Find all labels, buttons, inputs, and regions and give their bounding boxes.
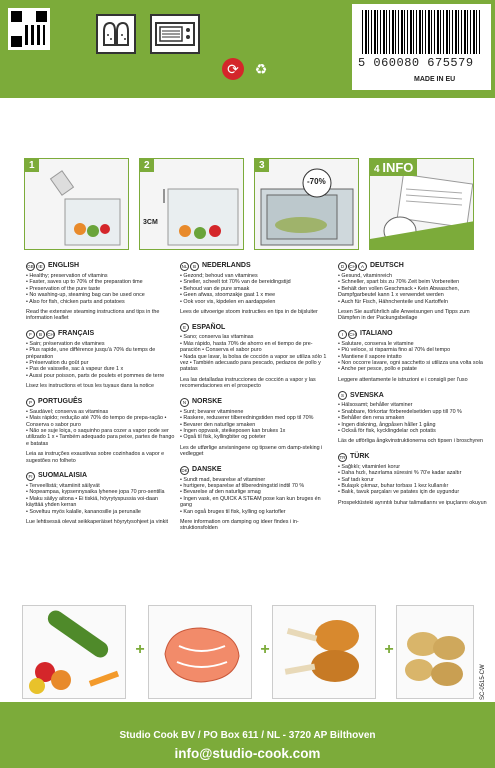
lang-block-turk: TR TÜRK • Sağlıklı; vitaminleri korur • Daha hızlı, hazırlama süresini % 70'e kadar azaltır • Saf tadı korur • Bulaşık çıkmaz, buhar torbası 1 kez kullanılır • Balık, tavuk parçaları ve patates için de uygundur Prospektüsteki ayrıntılı buhar talimatlarını ve ipuçlarını okuyun: [338, 453, 488, 506]
microwave-step-illustration: [255, 159, 359, 250]
lang-block-francais: F B CH FRANÇAIS • Sain; préservation de vitamines • Plus rapide, une différence jusqu'à 70% du temps de préparation • Préservation du goût pur • Pas de vaisselle, sac à vapeur dure 1 x • Aussi pour poisson, parts de poulets et pommes de terre Lisez les instructions et tous les tuyaux dans la notice: [26, 330, 176, 390]
oven-mitts-icon: [96, 14, 136, 54]
lang-title: ENGLISH: [48, 262, 80, 270]
step-number: 1: [25, 159, 39, 172]
lang-block-svenska: S SVENSKA • Hälsosamt; behåller vitaminer • Snabbare, förkortar förberedelsetiden upp till 70 % • Behåller den rena smaken • Ingen diskning, ångpåsen håller 1 gång • Också för fisk, kycklingdelar och potatis Läs de utförliga ångkvinstruktionerna och tipsen i broschyren: [338, 391, 488, 444]
plus-icon: +: [384, 641, 394, 658]
pour-into-bag-illustration: [25, 159, 129, 250]
time-saving-badge: -70%: [307, 177, 326, 186]
barcode-panel: [352, 4, 491, 90]
step-4: [369, 158, 474, 250]
qr-code-icon: [8, 8, 50, 50]
potatoes-image: [396, 605, 474, 699]
barcode-number: 5 060080 675579: [358, 56, 474, 70]
microwave-icon: [150, 14, 200, 54]
lang-block-italiano: I CH ITALIANO • Salutare, conserva le vitamine • Più veloce, si risparmia fino al 70% del tempo • Mantiene il sapore intatto • Non occorre lavare, ogni sacchetto si utilizza una volta sola • Anche per pesce, pollo e patate Leggere attentamente le istruzioni e i consigli per l'uso: [338, 330, 488, 383]
lang-block-suomalaisia: FI SUOMALAISIA • Terveellistä; vitamiinit säilyvät • Nopeampaa, kypsennysaika lyhenee jopa 70 pro-sentilla • Maku säilyy aitona • Ei tiskiä, höyrytyspussia voi-daan käyttää yhden kerran • Soveltuu myös kalalle, kananosille ja perunalle Lue lehtisessä olevat seikkaperäiset höyrytysohjeet ja vinkit: [26, 472, 176, 525]
lang-block-deutsch: D CH A DEUTSCH • Gesund, vitaminreich • Schneller, spart bis zu 70% Zeit beim Vorbereiten • Behält den vollen Geschmack • Kein Abwaschen, Dampfgarbeutel kann 1 x verwendet werden • Auch für Fisch, Hähnchenteile und Kartoffeln Lesen Sie ausführlich alle Anweisungen und Tipps zum Dämpfen in der Packungsbeilage: [338, 262, 488, 322]
product-code: SC-0515-CW: [480, 664, 486, 700]
vegetables-image: [22, 605, 126, 699]
chicken-image: [272, 605, 376, 699]
lang-block-english: GB IE ENGLISH • Healthy; preservation of vitamins • Faster, saves up to 70% of the preparation time • Preservation of the pure taste • No washing-up, steaming bag can be used once • Also for fish, chicken parts and potatoes Read the extensive steaming instructions and tips in the information leaflet: [26, 262, 176, 322]
plus-icon: +: [260, 641, 270, 658]
column-middle: [180, 262, 330, 540]
step-2: [139, 158, 244, 250]
instruction-steps: [24, 158, 474, 250]
column-left: [26, 262, 176, 533]
lang-block-danske: DK DANSKE • Sundt mad, bevarelse af vitaminer • hurtigere, besparelse af tilberedningstid indtil 70 % • Bevarelse af den naturlige smag • Ingen vask, en QUICK A STEAM pose kan kun bruges én gang • Kan også bruges til fisk, kylling og kartofler Mere information om damping og ideer findes i in-struktionsfolden: [180, 466, 330, 532]
footer-address: Studio Cook BV / PO Box 611 / NL - 3720 AP Bilthoven: [119, 730, 376, 741]
column-right: [338, 262, 488, 514]
made-in-label: MADE IN EU: [414, 76, 456, 83]
pet-recycle-icon: ⟳: [222, 58, 244, 80]
salmon-image: [148, 605, 252, 699]
header-band: [0, 0, 495, 98]
lang-block-portugues: P PORTUGUÊS • Saudável; conserva as vitaminas • Mais rápido; redução até 70% do tempo de prepa-ração • Conserva o sabor puro • Não se suje loiça, o saquinho para cozer a vapor pode ser utilizado 1 x • Também adequado para peixe, partes de frango e batatas Leia as instruções exaustivas sobre cozinhados a vapor e sugestões no folheto: [26, 398, 176, 464]
step-number: 3: [255, 159, 269, 172]
step-3: [254, 158, 359, 250]
recycle-icon: ♻: [250, 58, 272, 80]
barcode: [362, 10, 480, 54]
lang-block-espanol: E ESPAÑOL • Sano; conserva las vitaminas • Más rápido, hasta 70% de ahorro en el tiempo de pre-paración • Conserva el sabor puro • Nada que lavar, la bolsa de cocción a vapor se utiliza sólo 1 vez • También adecuado para pescado, pedazos de pollo y patatas Lea las detalladas instrucciones de cocción a vapor y las recomendaciones en el prospecto: [180, 323, 330, 389]
food-row: [22, 605, 474, 699]
footer-band: [0, 702, 495, 768]
lang-block-norske: N NORSKE • Sunt; bevarer vitaminene • Raskere, reduserer tilberedningstiden med opp til 70% • Bevarer den naturlige smaken • Ingen oppvask, steikeposen kan brukes 1x • Også til fisk, kyllingbiter og poteter Les de utførlige anvisningene og tipsene om damp-steking i vedlegget: [180, 398, 330, 458]
lang-block-nederlands: NL B NEDERLANDS • Gezond; behoud van vitamines • Sneller, scheelt tot 70% van de bereidingstijd • Behoud van de pure smaak • Geen afwas, stoomzakje gaat 1 x mee • Ook voor vis, kipdelen en aardappelen Lees de uitvoerige stoom instructies en tips in de bijsluiter: [180, 262, 330, 315]
footer-email[interactable]: info@studio-cook.com: [174, 746, 321, 761]
step-number: 4 INFO: [370, 159, 417, 176]
step-1: [24, 158, 129, 250]
seal-bag-illustration: [140, 159, 244, 250]
plus-icon: +: [135, 641, 145, 658]
step-number: 2: [140, 159, 154, 172]
step-2-measure: 3CM: [143, 219, 158, 226]
